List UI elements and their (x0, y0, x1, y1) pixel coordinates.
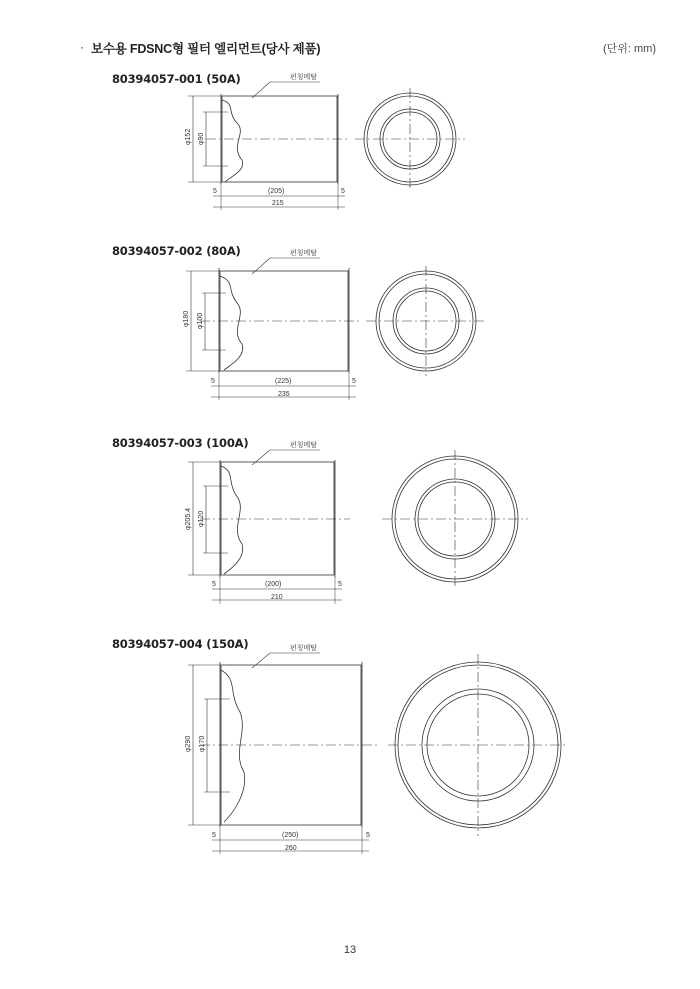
unit-note: (단위: mm) (602, 43, 656, 55)
outer-dia-label: φ290 (185, 735, 192, 752)
gap-left-label: 5 (211, 378, 215, 385)
part-label-004: 80394057-004 (150A) (112, 637, 249, 651)
total-length-label: 235 (278, 391, 290, 398)
gap-right-label: 5 (352, 378, 356, 385)
body-length-label: (250) (282, 832, 299, 839)
total-length-label: 260 (285, 845, 297, 852)
inner-dia-label: φ90 (198, 132, 205, 145)
gap-right-label: 5 (341, 188, 345, 195)
body-length-label: (200) (265, 581, 282, 588)
body-length-label: (205) (268, 188, 285, 195)
break-line (221, 670, 245, 822)
gap-right-label: 5 (366, 832, 370, 839)
note-label: 펀칭메탈 (290, 645, 318, 652)
total-length-label: 215 (272, 200, 284, 207)
side-view-body (220, 271, 348, 371)
header-bullet: · (80, 40, 84, 54)
front-view (382, 450, 528, 588)
part-label-001: 80394057-001 (50A) (112, 72, 241, 86)
part-label-003: 80394057-003 (100A) (112, 436, 249, 450)
front-view (388, 654, 568, 836)
part-label-002: 80394057-002 (80A) (112, 244, 241, 258)
page-number: 13 (343, 944, 357, 956)
side-view-body (221, 462, 334, 575)
gap-left-label: 5 (213, 188, 217, 195)
body-length-label: (225) (275, 378, 292, 385)
inner-dia-label: φ120 (198, 510, 205, 527)
note-label: 펀칭메탈 (290, 442, 318, 449)
note-label: 펀칭메탈 (290, 74, 318, 81)
gap-right-label: 5 (338, 581, 342, 588)
break-line (220, 276, 243, 370)
total-length-label: 210 (271, 594, 283, 601)
side-view-body (221, 665, 361, 825)
note-label: 펀칭메탈 (290, 250, 318, 257)
inner-dia-label: φ100 (197, 312, 204, 329)
front-view (355, 88, 465, 190)
gap-left-label: 5 (212, 832, 216, 839)
inner-dia-label: φ170 (199, 735, 206, 752)
side-view-body (222, 96, 337, 182)
outer-dia-label: φ152 (185, 128, 192, 145)
page-title: 보수용 FDSNC형 필터 엘리먼트(당사 제품) (91, 42, 321, 56)
break-line (222, 100, 243, 182)
break-line (221, 466, 243, 574)
outer-dia-label: φ205.4 (185, 507, 192, 530)
front-view (366, 266, 486, 376)
gap-left-label: 5 (212, 581, 216, 588)
outer-dia-label: φ180 (183, 310, 190, 327)
